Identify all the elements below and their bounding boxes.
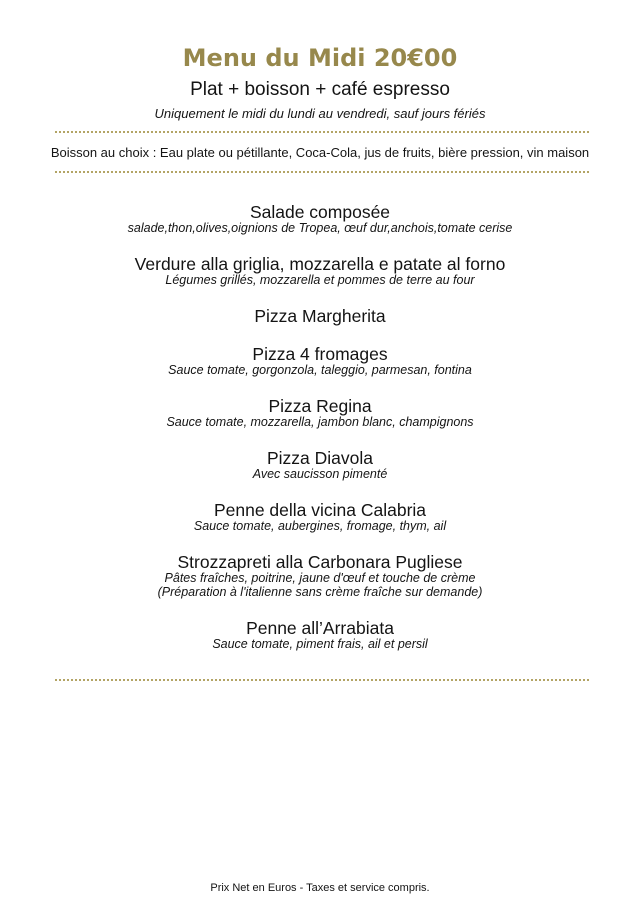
- item-description: Sauce tomate, aubergines, fromage, thym, ail: [193, 519, 447, 533]
- page-title: Menu du Midi 20€00: [182, 44, 458, 72]
- item-description: Sauce tomate, gorgonzola, taleggio, parmesan, fontina: [168, 363, 472, 377]
- menu-item: [0, 619, 640, 651]
- menu-availability-note: Uniquement le midi du lundi au vendredi, sauf jours fériés: [154, 106, 486, 121]
- item-description: Sauce tomate, mozzarella, jambon blanc, champignons: [166, 415, 474, 429]
- menu-subtitle: Plat + boisson + café espresso: [190, 79, 450, 100]
- item-description: Avec saucisson pimenté: [252, 467, 388, 481]
- menu-item: [0, 345, 640, 377]
- item-title: Penne all’Arrabiata: [246, 618, 394, 638]
- menu-header: [0, 0, 640, 122]
- dotted-divider: [55, 171, 590, 173]
- item-description: Légumes grillés, mozzarella et pommes de terre au four: [165, 273, 475, 287]
- item-title: Pizza Regina: [268, 396, 372, 416]
- item-description: Sauce tomate, piment frais, ail et persil: [212, 637, 428, 651]
- item-title: Strozzapreti alla Carbonara Pugliese: [177, 552, 463, 572]
- item-title: Pizza Diavola: [266, 448, 374, 468]
- menu-item: [0, 501, 640, 533]
- menu-item: [0, 397, 640, 429]
- drinks-choice-line: Boisson au choix : Eau plate ou pétillante, Coca-Cola, jus de fruits, bière pression, vin maison: [50, 145, 590, 160]
- menu-item: [0, 449, 640, 481]
- menu-item: [0, 255, 640, 287]
- item-description: (Préparation à l'italienne sans crème fraîche sur demande): [157, 585, 483, 599]
- item-title: Penne della vicina Calabria: [213, 500, 427, 520]
- item-title: Pizza Margherita: [254, 306, 386, 326]
- menu-items-list: [0, 203, 640, 651]
- menu-item: [0, 553, 640, 599]
- item-description: salade,thon,olives,oignions de Tropea, œuf dur,anchois,tomate cerise: [127, 221, 513, 235]
- item-title: Pizza 4 fromages: [252, 344, 388, 364]
- item-title: Salade composée: [249, 202, 391, 222]
- item-description: Pâtes fraîches, poitrine, jaune d'œuf et touche de crème: [164, 571, 476, 585]
- dotted-divider: [55, 131, 590, 133]
- menu-item: [0, 307, 640, 325]
- menu-item: [0, 203, 640, 235]
- dotted-divider: [55, 679, 590, 681]
- footer-price-note: Prix Net en Euros - Taxes et service compris.: [210, 882, 430, 894]
- item-title: Verdure alla griglia, mozzarella e patate al forno: [134, 254, 506, 274]
